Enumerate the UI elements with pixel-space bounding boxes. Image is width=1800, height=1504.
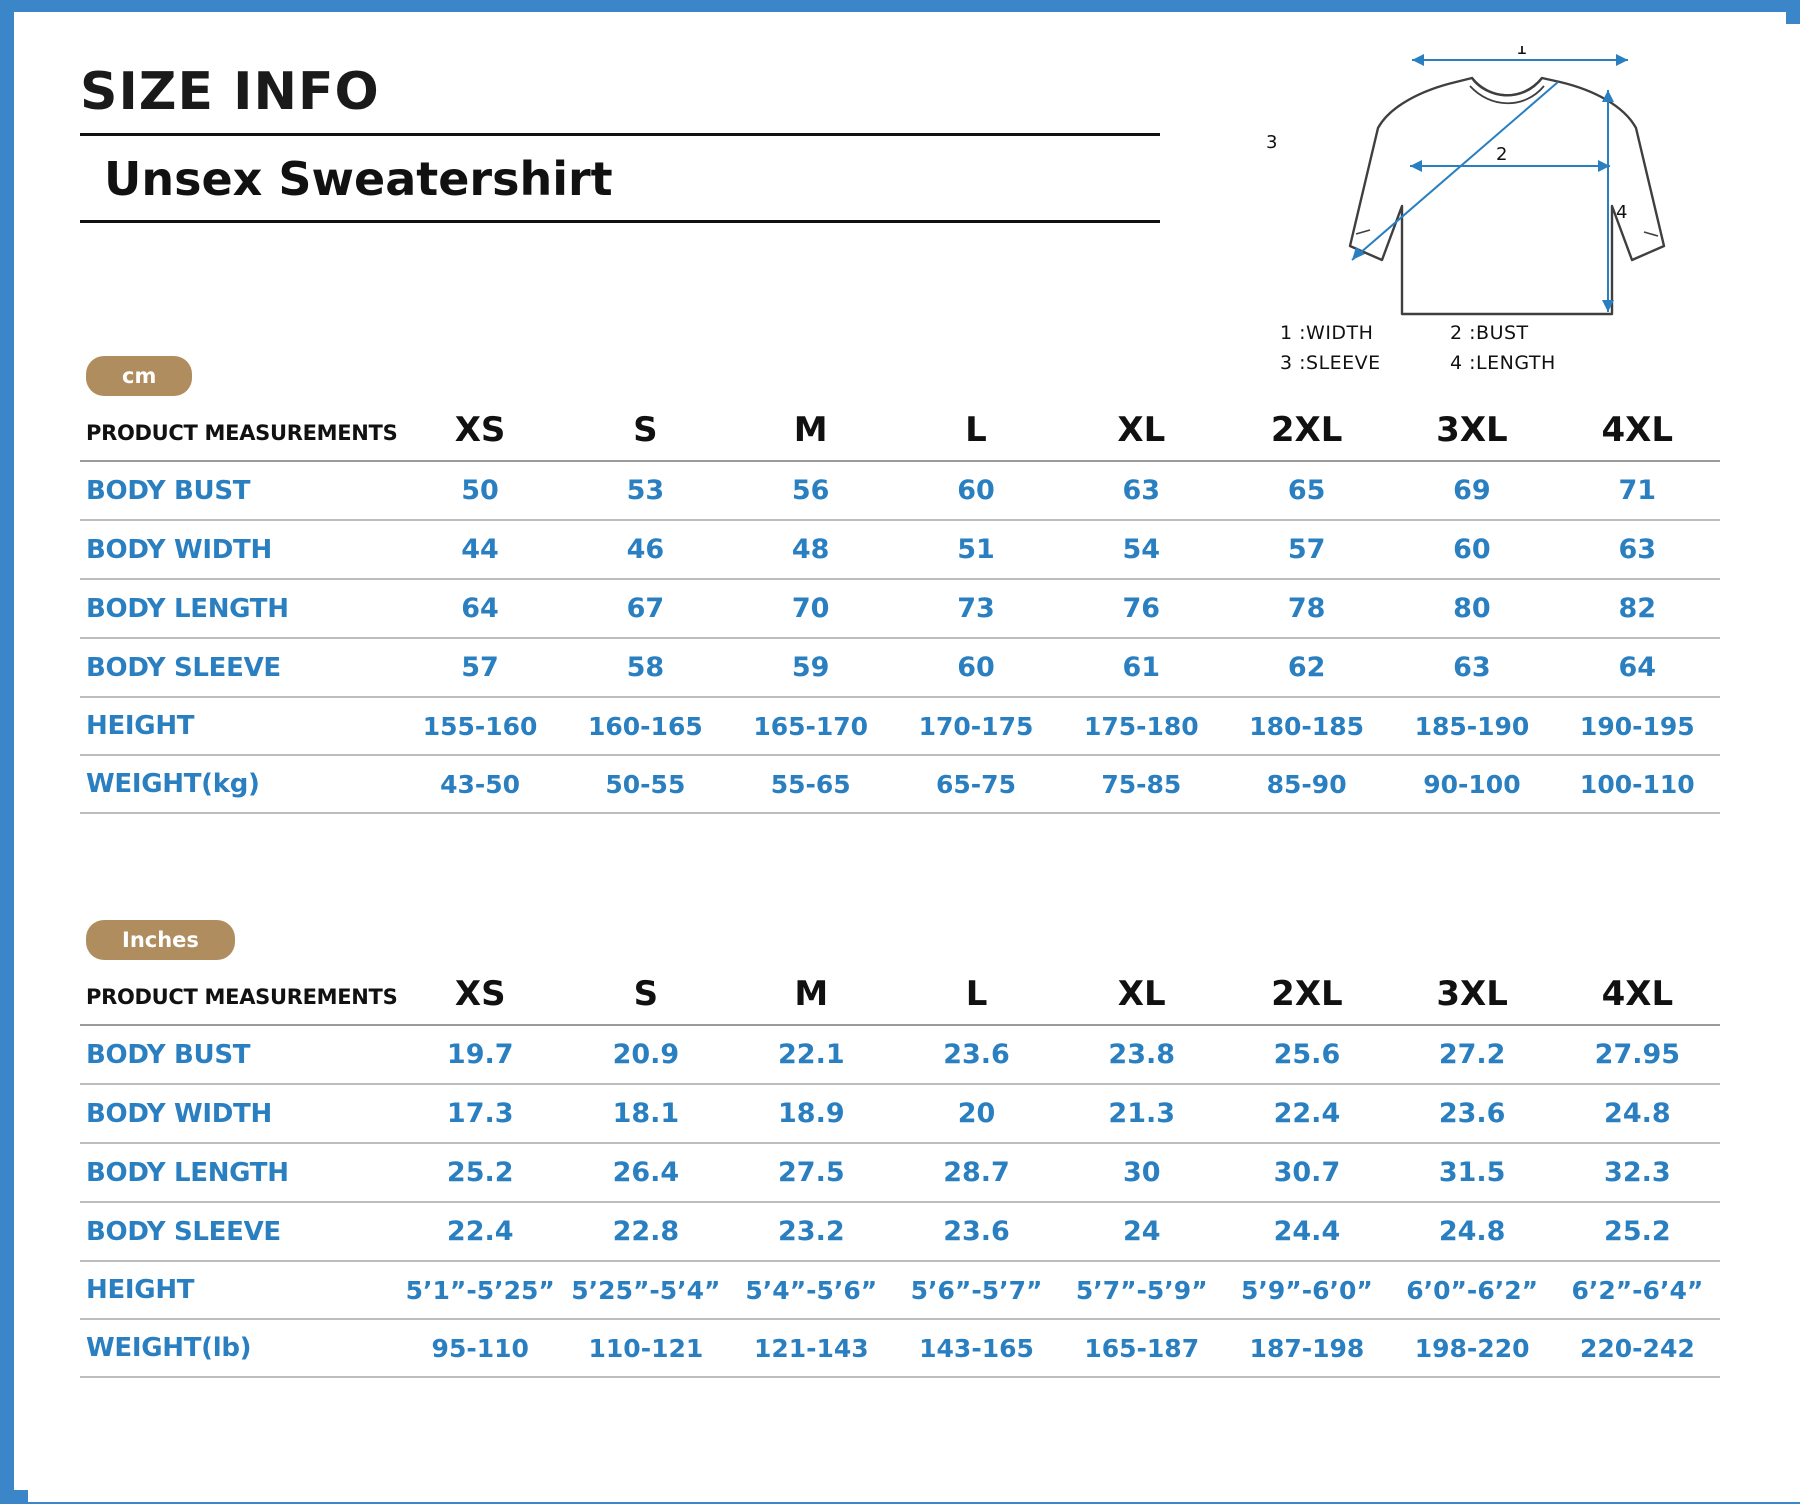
marker-1: 1 [1516, 46, 1528, 59]
cm-body-sleeve-2xl: 62 [1224, 638, 1389, 697]
in-size-l: L [894, 970, 1059, 1025]
in-size-3xl: 3XL [1390, 970, 1555, 1025]
table-row [80, 1319, 1720, 1377]
table-row [80, 638, 1720, 697]
in-height-s: 5’25”-5’4” [563, 1261, 729, 1319]
cm-body-width-2xl: 57 [1224, 520, 1389, 579]
in-body-width-4xl: 24.8 [1555, 1084, 1720, 1143]
cm-row-label-height: HEIGHT [80, 697, 397, 755]
cm-body-bust-m: 56 [728, 461, 893, 520]
in-body-length-m: 27.5 [729, 1143, 894, 1202]
table-row [80, 1025, 1720, 1084]
in-height-xs: 5’1”-5’25” [397, 1261, 563, 1319]
in-body-bust-3xl: 27.2 [1390, 1025, 1555, 1084]
in-body-bust-4xl: 27.95 [1555, 1025, 1720, 1084]
in-row-label-weight: WEIGHT(lb) [80, 1319, 397, 1377]
in-row-label-body-bust: BODY BUST [80, 1025, 397, 1084]
legend-length: 4 :LENGTH [1450, 352, 1556, 374]
cm-size-3xl: 3XL [1389, 406, 1554, 461]
cm-height-xs: 155-160 [397, 697, 562, 755]
in-weight-m: 121-143 [729, 1319, 894, 1377]
in-size-xs: XS [397, 970, 563, 1025]
cm-body-sleeve-xl: 61 [1059, 638, 1224, 697]
table-row [80, 1202, 1720, 1261]
cm-size-4xl: 4XL [1555, 406, 1720, 461]
in-body-sleeve-2xl: 24.4 [1224, 1202, 1389, 1261]
cm-body-bust-l: 60 [893, 461, 1058, 520]
cm-body-bust-3xl: 69 [1389, 461, 1554, 520]
cm-body-length-3xl: 80 [1389, 579, 1554, 638]
in-size-4xl: 4XL [1555, 970, 1720, 1025]
in-weight-xl: 165-187 [1059, 1319, 1224, 1377]
in-weight-xs: 95-110 [397, 1319, 563, 1377]
title-divider-bottom [80, 220, 1160, 223]
legend-bust: 2 :BUST [1450, 322, 1529, 344]
in-body-length-2xl: 30.7 [1224, 1143, 1389, 1202]
table-row [80, 520, 1720, 579]
in-body-bust-s: 20.9 [563, 1025, 729, 1084]
cm-body-width-xl: 54 [1059, 520, 1224, 579]
in-height-l: 5’6”-5’7” [894, 1261, 1059, 1319]
in-measurements-header: PRODUCT MEASUREMENTS [80, 970, 397, 1025]
cm-weight-4xl: 100-110 [1555, 755, 1720, 813]
in-weight-4xl: 220-242 [1555, 1319, 1720, 1377]
cm-height-m: 165-170 [728, 697, 893, 755]
cm-height-2xl: 180-185 [1224, 697, 1389, 755]
size-table-inches [80, 970, 1720, 1378]
in-weight-2xl: 187-198 [1224, 1319, 1389, 1377]
cm-weight-xs: 43-50 [397, 755, 562, 813]
in-row-label-height: HEIGHT [80, 1261, 397, 1319]
cm-height-s: 160-165 [563, 697, 728, 755]
in-body-sleeve-l: 23.6 [894, 1202, 1059, 1261]
cm-body-length-4xl: 82 [1555, 579, 1720, 638]
table-row [80, 1261, 1720, 1319]
size-table-cm [80, 406, 1720, 814]
in-height-4xl: 6’2”-6’4” [1555, 1261, 1720, 1319]
cm-weight-l: 65-75 [893, 755, 1058, 813]
sweatshirt-illustration [1260, 46, 1740, 346]
in-weight-l: 143-165 [894, 1319, 1059, 1377]
cm-size-s: S [563, 406, 728, 461]
cm-row-label-body-length: BODY LENGTH [80, 579, 397, 638]
cm-size-m: M [728, 406, 893, 461]
cm-body-bust-xs: 50 [397, 461, 562, 520]
cm-body-sleeve-m: 59 [728, 638, 893, 697]
in-body-width-3xl: 23.6 [1390, 1084, 1555, 1143]
cm-body-bust-4xl: 71 [1555, 461, 1720, 520]
cm-body-sleeve-3xl: 63 [1389, 638, 1554, 697]
cm-body-length-m: 70 [728, 579, 893, 638]
cm-height-4xl: 190-195 [1555, 697, 1720, 755]
diagram-legend [1280, 322, 1740, 382]
cm-body-bust-2xl: 65 [1224, 461, 1389, 520]
in-row-label-body-length: BODY LENGTH [80, 1143, 397, 1202]
cm-row-label-body-sleeve: BODY SLEEVE [80, 638, 397, 697]
cm-measurements-header: PRODUCT MEASUREMENTS [80, 406, 397, 461]
cm-body-width-4xl: 63 [1555, 520, 1720, 579]
legend-sleeve: 3 :SLEEVE [1280, 352, 1381, 374]
cm-body-length-l: 73 [893, 579, 1058, 638]
cm-body-sleeve-xs: 57 [397, 638, 562, 697]
in-body-width-m: 18.9 [729, 1084, 894, 1143]
unit-badge-cm: cm [86, 356, 192, 396]
in-body-sleeve-xl: 24 [1059, 1202, 1224, 1261]
in-body-width-2xl: 22.4 [1224, 1084, 1389, 1143]
in-body-sleeve-4xl: 25.2 [1555, 1202, 1720, 1261]
cm-body-sleeve-l: 60 [893, 638, 1058, 697]
in-body-width-l: 20 [894, 1084, 1059, 1143]
marker-4: 4 [1616, 202, 1628, 223]
cm-body-bust-s: 53 [563, 461, 728, 520]
cm-size-xs: XS [397, 406, 562, 461]
product-name: Unsex Sweatershirt [104, 152, 613, 207]
cm-weight-3xl: 90-100 [1389, 755, 1554, 813]
in-body-length-xl: 30 [1059, 1143, 1224, 1202]
unit-badge-inches-wrap [86, 920, 235, 960]
marker-2: 2 [1496, 144, 1508, 165]
in-body-bust-2xl: 25.6 [1224, 1025, 1389, 1084]
table-row [80, 755, 1720, 813]
legend-width: 1 :WIDTH [1280, 322, 1374, 344]
in-body-width-s: 18.1 [563, 1084, 729, 1143]
in-body-width-xl: 21.3 [1059, 1084, 1224, 1143]
in-body-sleeve-3xl: 24.8 [1390, 1202, 1555, 1261]
in-height-2xl: 5’9”-6’0” [1224, 1261, 1389, 1319]
cm-size-xl: XL [1059, 406, 1224, 461]
in-height-m: 5’4”-5’6” [729, 1261, 894, 1319]
cm-row-label-body-width: BODY WIDTH [80, 520, 397, 579]
in-height-xl: 5’7”-5’9” [1059, 1261, 1224, 1319]
cm-size-2xl: 2XL [1224, 406, 1389, 461]
in-size-2xl: 2XL [1224, 970, 1389, 1025]
in-body-sleeve-xs: 22.4 [397, 1202, 563, 1261]
cm-row-label-body-bust: BODY BUST [80, 461, 397, 520]
cm-body-width-3xl: 60 [1389, 520, 1554, 579]
in-body-length-s: 26.4 [563, 1143, 729, 1202]
in-weight-s: 110-121 [563, 1319, 729, 1377]
page-inner [28, 24, 1800, 1502]
cm-weight-2xl: 85-90 [1224, 755, 1389, 813]
cm-body-length-xl: 76 [1059, 579, 1224, 638]
table-row [80, 461, 1720, 520]
in-body-sleeve-s: 22.8 [563, 1202, 729, 1261]
cm-body-length-s: 67 [563, 579, 728, 638]
in-weight-3xl: 198-220 [1390, 1319, 1555, 1377]
garment-diagram [1260, 46, 1740, 346]
cm-body-width-l: 51 [893, 520, 1058, 579]
in-size-s: S [563, 970, 729, 1025]
in-size-xl: XL [1059, 970, 1224, 1025]
cm-body-width-m: 48 [728, 520, 893, 579]
table-row [80, 1143, 1720, 1202]
in-body-width-xs: 17.3 [397, 1084, 563, 1143]
header [80, 64, 1200, 223]
cm-weight-xl: 75-85 [1059, 755, 1224, 813]
in-row-label-body-width: BODY WIDTH [80, 1084, 397, 1143]
cm-body-bust-xl: 63 [1059, 461, 1224, 520]
cm-height-xl: 175-180 [1059, 697, 1224, 755]
in-body-bust-l: 23.6 [894, 1025, 1059, 1084]
cm-body-width-xs: 44 [397, 520, 562, 579]
table-row [80, 579, 1720, 638]
cm-row-label-weight: WEIGHT(kg) [80, 755, 397, 813]
cm-body-length-xs: 64 [397, 579, 562, 638]
cm-height-3xl: 185-190 [1389, 697, 1554, 755]
in-height-3xl: 6’0”-6’2” [1390, 1261, 1555, 1319]
in-body-length-4xl: 32.3 [1555, 1143, 1720, 1202]
in-body-sleeve-m: 23.2 [729, 1202, 894, 1261]
cm-height-l: 170-175 [893, 697, 1058, 755]
marker-3: 3 [1266, 132, 1278, 153]
in-body-bust-xs: 19.7 [397, 1025, 563, 1084]
cm-body-length-2xl: 78 [1224, 579, 1389, 638]
table-header-row-inches [80, 970, 1720, 1025]
cm-weight-s: 50-55 [563, 755, 728, 813]
in-body-length-xs: 25.2 [397, 1143, 563, 1202]
in-size-m: M [729, 970, 894, 1025]
in-body-bust-m: 22.1 [729, 1025, 894, 1084]
in-row-label-body-sleeve: BODY SLEEVE [80, 1202, 397, 1261]
table-header-row-cm [80, 406, 1720, 461]
table-row [80, 1084, 1720, 1143]
unit-badge-cm-wrap [86, 356, 192, 396]
unit-badge-inches: Inches [86, 920, 235, 960]
cm-size-l: L [893, 406, 1058, 461]
in-body-bust-xl: 23.8 [1059, 1025, 1224, 1084]
cm-body-sleeve-4xl: 64 [1555, 638, 1720, 697]
in-body-length-l: 28.7 [894, 1143, 1059, 1202]
cm-body-width-s: 46 [563, 520, 728, 579]
cm-weight-m: 55-65 [728, 755, 893, 813]
cm-body-sleeve-s: 58 [563, 638, 728, 697]
in-body-length-3xl: 31.5 [1390, 1143, 1555, 1202]
table-row [80, 697, 1720, 755]
page-title: SIZE INFO [80, 62, 380, 122]
